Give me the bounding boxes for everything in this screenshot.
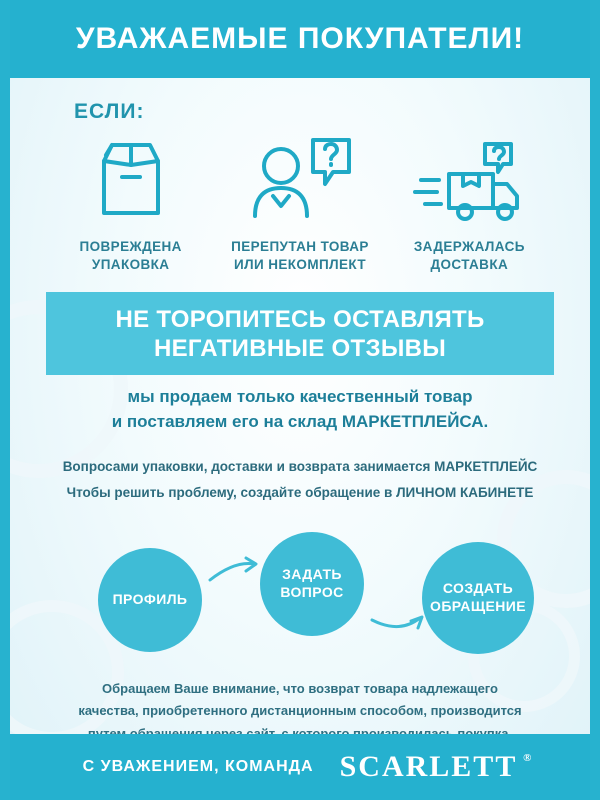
header-band xyxy=(0,0,600,78)
reason-caption-line2: ИЛИ НЕКОМПЛЕКТ xyxy=(234,257,366,273)
reason-caption-line1: ПЕРЕПУТАН ТОВАР xyxy=(231,239,369,254)
registered-mark-icon: ® xyxy=(523,752,532,764)
reason-item xyxy=(385,132,554,274)
callout-banner xyxy=(46,292,554,375)
note-line-1: Вопросами упаковки, доставки и возврата занимается МАРКЕТПЛЕЙС xyxy=(62,459,538,475)
steps-flow xyxy=(32,520,568,670)
step-label: ПРОФИЛЬ xyxy=(112,590,188,607)
step-label-line2: ВОПРОС xyxy=(280,583,344,600)
reasons-row xyxy=(32,128,568,274)
callout-line-1: НЕ ТОРОПИТЕСЬ ОСТАВЛЯТЬ xyxy=(115,306,485,334)
reason-caption-line2: УПАКОВКА xyxy=(91,257,170,273)
callout-line-2: НЕГАТИВНЫЕ ОТЗЫВЫ xyxy=(153,334,447,362)
damaged-box-icon xyxy=(46,132,215,228)
delivery-truck-icon xyxy=(385,132,554,228)
content xyxy=(10,100,590,791)
brand-logo xyxy=(339,750,532,784)
if-label: ЕСЛИ: xyxy=(74,100,145,123)
reason-item xyxy=(215,132,384,274)
reason-item xyxy=(46,132,215,274)
reason-caption xyxy=(215,238,384,274)
reason-caption-line1: ЗАДЕРЖАЛАСЬ xyxy=(413,239,525,254)
reason-caption-line1: ПОВРЕЖДЕНА xyxy=(79,239,182,254)
reason-caption xyxy=(385,238,554,274)
callout-sub-2: и поставляем его на склад МАРКЕТПЛЕЙСА. xyxy=(111,411,489,431)
bottom-band xyxy=(0,734,600,800)
reason-caption-line2: ДОСТАВКА xyxy=(430,257,509,273)
person-question-icon xyxy=(215,132,384,228)
footer-note-line-2: качества, приобретенного дистанционным способом, производится xyxy=(78,703,522,719)
step-circle-ask-question[interactable] xyxy=(260,532,364,636)
step-label-line2: ОБРАЩЕНИЕ xyxy=(430,597,526,614)
step-label-line1: СОЗДАТЬ xyxy=(442,580,514,597)
callout-subtext xyxy=(46,385,554,434)
step-label-line1: ЗАДАТЬ xyxy=(282,566,342,583)
reason-caption xyxy=(46,238,215,274)
step-circle-create-request[interactable] xyxy=(422,542,534,654)
callout-sub-1: мы продаем только качественный товар xyxy=(127,387,473,407)
footer-note-line-1: Обращаем Ваше внимание, что возврат товара надлежащего xyxy=(102,680,498,696)
step-circle-profile[interactable] xyxy=(98,548,202,652)
regards-text: С УВАЖЕНИЕМ, КОМАНДА xyxy=(82,758,314,775)
brand-name: SCARLETT xyxy=(339,750,518,783)
notes xyxy=(42,454,558,505)
note-line-2: Чтобы решить проблему, создайте обращение в ЛИЧНОМ КАБИНЕТЕ xyxy=(66,484,534,500)
page-title: УВАЖАЕМЫЕ ПОКУПАТЕЛИ! xyxy=(75,22,525,55)
